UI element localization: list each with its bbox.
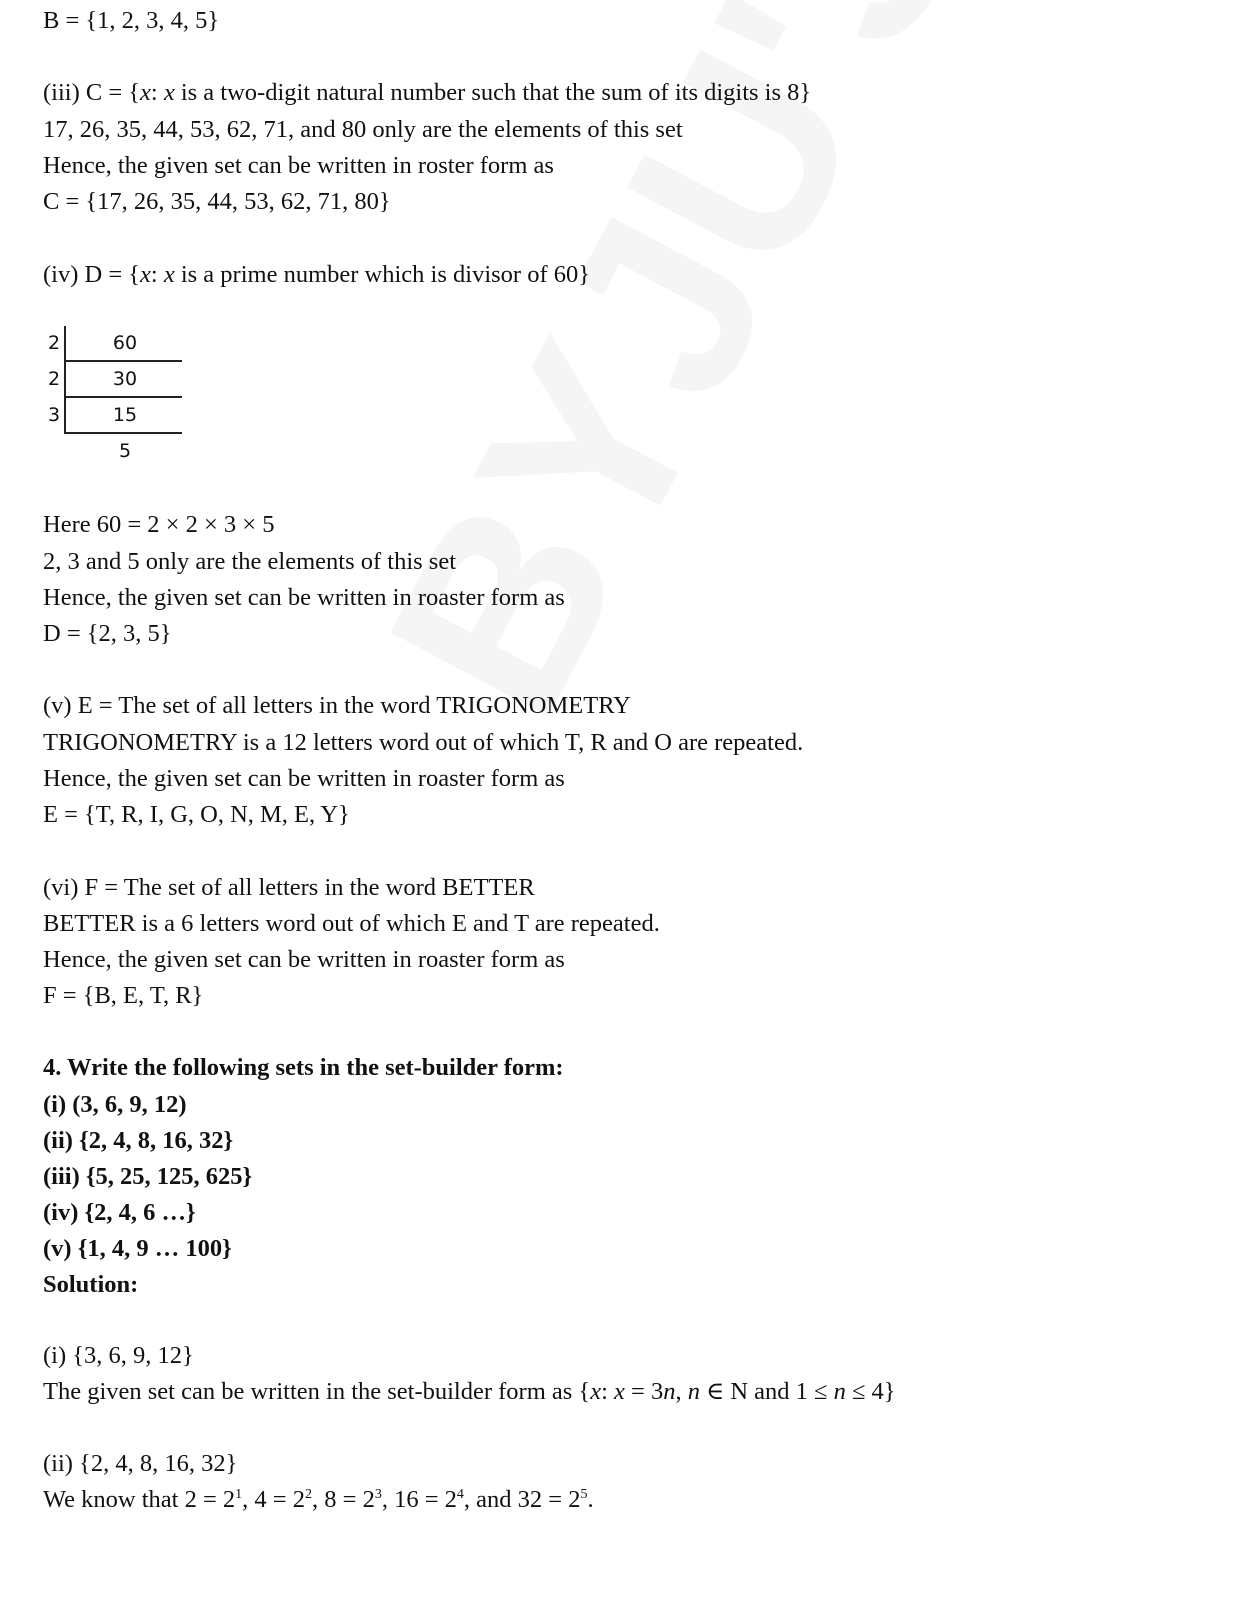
text-segment: C = {17, 26, 35, 44, 53, 62, 71, 80}: [43, 188, 391, 215]
text-segment: = 3: [624, 1378, 664, 1405]
text-line: [43, 78, 811, 108]
dividend: 60: [112, 332, 138, 354]
text-segment: Hence, the given set can be written in roaster form as: [43, 765, 565, 792]
text-segment: E = {T, R, I, G, O, N, M, E, Y}: [43, 801, 350, 828]
math-variable: x: [614, 1378, 625, 1405]
division-line: [64, 432, 182, 434]
text-segment: Hence, the given set can be written in roaster form as: [43, 584, 565, 611]
dividend: 15: [112, 404, 138, 426]
question-line: [43, 1090, 187, 1120]
question-line: [43, 1270, 138, 1300]
question-line: [43, 1053, 564, 1083]
text-line: [43, 583, 565, 613]
text-line: [43, 764, 565, 794]
text-segment: , 4 = 2: [242, 1486, 305, 1513]
math-variable: x: [163, 261, 175, 288]
text-line: [43, 151, 554, 181]
text-segment: , and 32 = 2: [463, 1486, 581, 1513]
question-line: [43, 1234, 232, 1264]
text-segment: (i) (3, 6, 9, 12): [43, 1091, 187, 1118]
text-segment: (iv) D = {: [43, 261, 141, 288]
final-quotient: 5: [118, 440, 132, 462]
math-variable: x: [163, 79, 175, 106]
text-line: [43, 1341, 194, 1371]
text-segment: 17, 26, 35, 44, 53, 62, 71, and 80 only are the elements of this set: [43, 116, 683, 143]
text-segment: 4. Write the following sets in the set-builder form:: [43, 1054, 564, 1081]
text-segment: :: [150, 261, 164, 288]
text-segment: Solution:: [43, 1271, 139, 1298]
exponent: 2: [305, 1487, 312, 1502]
exponent: 4: [456, 1487, 464, 1502]
text-segment: (v) {1, 4, 9 … 100}: [43, 1235, 232, 1262]
text-segment: , 16 = 2: [381, 1486, 457, 1513]
text-line: [43, 945, 565, 975]
text-segment: (v) E = The set of all letters in the word TRIGONOMETRY: [43, 692, 631, 719]
text-segment: ,: [675, 1378, 688, 1405]
text-segment: Hence, the given set can be written in roaster form as: [43, 946, 565, 973]
division-line: [64, 360, 182, 362]
text-line: [43, 1449, 237, 1479]
text-line: [43, 547, 456, 577]
text-segment: (ii) {2, 4, 8, 16, 32}: [43, 1450, 238, 1477]
math-variable: n: [833, 1378, 846, 1405]
text-segment: F = {B, E, T, R}: [43, 982, 204, 1009]
question-line: [43, 1198, 196, 1228]
text-line: [43, 187, 391, 217]
text-segment: :: [601, 1378, 614, 1405]
question-line: [43, 1126, 233, 1156]
divisor: 2: [48, 332, 61, 354]
division-line: [64, 396, 182, 398]
exponent: 5: [580, 1487, 588, 1502]
text-line: [43, 510, 275, 540]
text-line: [43, 1485, 594, 1515]
text-segment: D = {2, 3, 5}: [43, 620, 172, 647]
text-line: [43, 800, 350, 830]
text-line: [43, 873, 535, 903]
text-line: [43, 909, 660, 939]
text-line: [43, 981, 203, 1011]
text-line: [43, 619, 172, 649]
text-segment: B = {1, 2, 3, 4, 5}: [43, 7, 220, 34]
text-line: [43, 691, 631, 721]
text-segment: Here 60 = 2 × 2 × 3 × 5: [43, 511, 275, 538]
math-variable: x: [140, 79, 151, 106]
text-segment: is a two-digit natural number such that the sum of its digits is 8}: [174, 79, 812, 106]
text-segment: TRIGONOMETRY is a 12 letters word out of which T, R and O are repeated.: [43, 729, 804, 756]
text-line: [43, 1377, 896, 1407]
exponent: 3: [374, 1487, 382, 1502]
text-segment: .: [587, 1486, 594, 1513]
text-line: [43, 260, 590, 290]
text-segment: (vi) F = The set of all letters in the word BETTER: [43, 874, 535, 901]
divisor: 3: [48, 404, 61, 426]
text-segment: is a prime number which is divisor of 60}: [174, 261, 590, 288]
text-segment: ∈ N and 1 ≤: [699, 1378, 834, 1405]
text-segment: Hence, the given set can be written in roster form as: [43, 152, 554, 179]
text-line: [43, 6, 219, 36]
text-segment: ≤ 4}: [845, 1378, 896, 1405]
text-segment: (iii) C = {: [43, 79, 141, 106]
text-segment: We know that 2 = 2: [43, 1486, 236, 1513]
dividend: 30: [112, 368, 138, 390]
text-segment: (i) {3, 6, 9, 12}: [43, 1342, 194, 1369]
text-segment: (iii) {5, 25, 125, 625}: [43, 1163, 253, 1190]
text-segment: :: [150, 79, 164, 106]
text-line: [43, 728, 803, 758]
text-segment: , 8 = 2: [312, 1486, 375, 1513]
text-line: [43, 115, 683, 145]
math-variable: x: [590, 1378, 602, 1405]
question-line: [43, 1162, 252, 1192]
division-vertical-line: [64, 326, 66, 434]
divisor: 2: [48, 368, 61, 390]
math-variable: n: [687, 1378, 700, 1405]
prime-factorization-table: [40, 326, 185, 466]
math-variable: n: [663, 1378, 676, 1405]
exponent: 1: [235, 1487, 243, 1502]
math-variable: x: [140, 261, 151, 288]
text-segment: 2, 3 and 5 only are the elements of this set: [43, 548, 456, 575]
text-segment: The given set can be written in the set-builder form as {: [43, 1378, 591, 1405]
text-segment: (ii) {2, 4, 8, 16, 32}: [43, 1127, 234, 1154]
text-segment: BETTER is a 6 letters word out of which E and T are repeated.: [43, 910, 660, 937]
text-segment: (iv) {2, 4, 6 …}: [43, 1199, 196, 1226]
